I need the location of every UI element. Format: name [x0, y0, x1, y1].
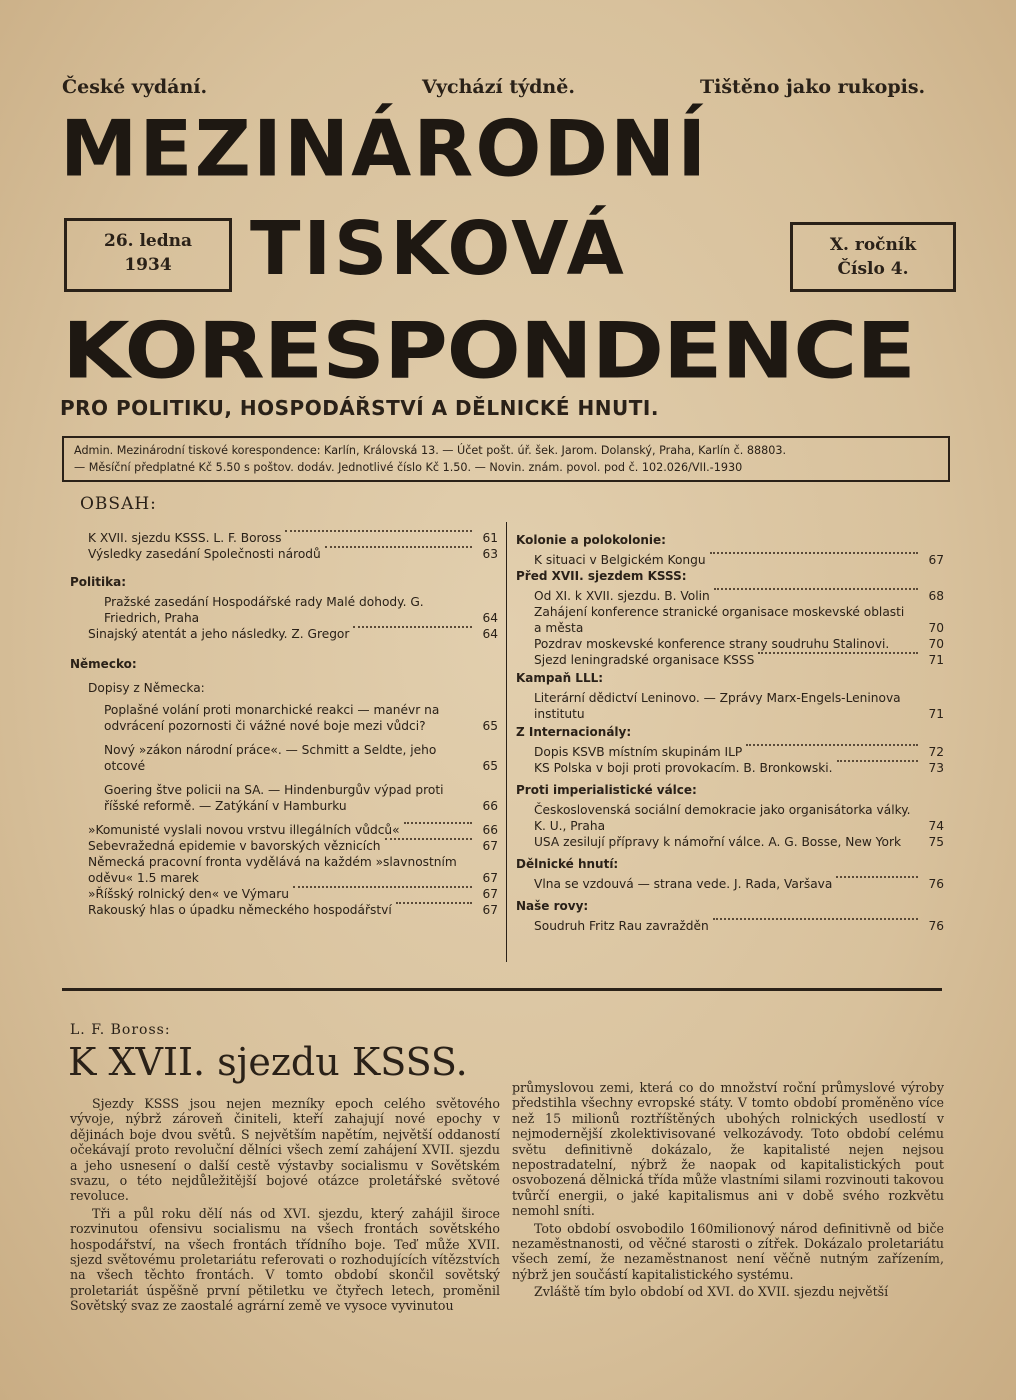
date-year: 1934 — [124, 255, 172, 275]
date-day: 26. ledna — [103, 231, 193, 251]
toc-entry[interactable]: Pražské zasedání Hospodářské rady Malé dohody. G. Friedrich, Praha 64 — [104, 595, 498, 625]
toc-entry[interactable]: USA zesilují přípravy k námořní válce. A. G. Bosse, New York 75 — [534, 835, 944, 849]
toc-section-heading: Z Internacionály: — [516, 725, 632, 739]
article-column-1 — [70, 1096, 500, 1314]
toc-entry[interactable]: »Komunisté vyslali novou vrstvu illegálních vůdců« 66 — [88, 823, 498, 837]
article-paragraph: Toto období osvobodilo 160milionový národ definitivně od biče nezaměstnanosti, od věčné starosti o zítřek. Dokázalo proletariátu všech zemí, že nezaměstnanost není věčně nutným zařízením, nýbrž jen součástí kapitalistického systému. — [512, 1220, 944, 1282]
toc-entry[interactable]: Zahájení konference stranické organisace moskevské oblasti a města 70 — [534, 605, 944, 635]
article-paragraph: Zvláště tím bylo období od XVI. do XVII. sjezdu největší — [534, 1284, 889, 1300]
toc-entry[interactable]: »Říšský rolnický den« ve Výmaru 67 — [88, 887, 498, 901]
toc-entry[interactable]: Literární dědictví Leninovo. — Zprávy Marx-Engels-Leninova institutu 71 — [534, 691, 944, 721]
admin-line-2: — Měsíční předplatné Kč 5.50 s poštov. dodáv. Jednotlivé číslo Kč 1.50. — Novin. znám. povol. pod č. 102.026/VII.-1930 — [74, 461, 743, 474]
issue-number: Číslo 4. — [837, 259, 909, 279]
admin-box — [62, 436, 950, 482]
volume-year: X. ročník — [829, 235, 917, 255]
toc-entry[interactable]: Sinajský atentát a jeho následky. Z. Gregor 64 — [88, 627, 498, 641]
toc-entry[interactable]: Dopis KSVB místním skupinám ILP 72 — [534, 745, 944, 759]
article-paragraph: Sjezdy KSSS jsou nejen mezníky epoch celého světového vývoje, nýbrž zároveň činiteli, kteří zahajují nové epochy v dějinách boje dvou světů. S největším napětím, největší oddaností očekávají proto revoluční dělníci všech zemí zahájení XVII. sjezdu a jeho usnesení o další cestě výstavby socialismu v Sovětském svazu, o této nejdůležitější bojové otázce proletářské světové revoluce. — [70, 1096, 500, 1204]
volume-box — [790, 222, 956, 292]
contents-right-column — [516, 532, 944, 934]
article-headline: K XVII. sjezdu KSSS. — [68, 1040, 468, 1084]
toc-entry[interactable]: Soudruh Fritz Rau zavražděn 76 — [534, 919, 944, 933]
toc-section-heading: Naše rovy: — [516, 899, 589, 913]
toc-entry[interactable]: Československá sociální demokracie jako organisátorka války. K. U., Praha 74 — [534, 803, 944, 833]
toc-section-heading: Před XVII. sjezdem KSSS: — [516, 569, 687, 583]
contents-column-divider — [506, 522, 507, 962]
toc-entry[interactable]: Nový »zákon národní práce«. — Schmitt a Seldte, jeho otcové 65 — [104, 743, 498, 773]
toc-entry[interactable]: Poplašné volání proti monarchické reakci — manévr na odvrácení pozornosti či vážné nové boje mezi vůdci? 65 — [104, 703, 498, 733]
print-note-label: Tištěno jako rukopis. — [700, 76, 926, 98]
masthead-line-1: MEZINÁRODNÍ — [60, 104, 709, 195]
date-box — [64, 218, 232, 292]
toc-entry[interactable]: Německá pracovní fronta vydělává na každém »slavnostním oděvu« 1.5 marek 67 — [88, 855, 498, 885]
toc-entry[interactable]: Sebevražedná epidemie v bavorských věznicích 67 — [88, 839, 498, 853]
toc-entry[interactable]: Sjezd leningradské organisace KSSS 71 — [534, 653, 944, 667]
article-paragraph: Tři a půl roku dělí nás od XVI. sjezdu, který zahájil široce rozvinutou ofensivu socialismu na všech frontách sovětského hospodářství, na všech frontách třídního boje. Teď může XVII. sjezd světovému proletariátu referovati o rozhodujících vítězstvích na všech těchto frontách. V tomto období skončil sovětský proletariát úspěšně první pětiletku ve čtyřech letech, proměnil Sovětský svaz ze zaostalé agrární země ve vysoce vyvinutou — [70, 1205, 500, 1314]
article-paragraph: průmyslovou zemi, která co do množství roční průmyslové výroby předstihla všechny evropské státy. V tomto období proměněno více než 15 milionů roztříštěných ubohých rolnických usedlostí v nejmodernější zkolektivisované velkozávody. Toto období celému světu definitivně dokázalo, že kapitalisté nejen nejsou nepostradatelní, nýbrž že naopak od kapitalistických pout osvobozená dělnická třída může vlastními silami rozvinouti takovou tvůrčí energii, o jaké kapitalismus ani v době svého rozkvětu nemohl sníti. — [512, 1080, 944, 1219]
admin-line-1: Admin. Mezinárodní tiskové korespondence: Karlín, Královská 13. — Účet pošt. úř. šek. Jarom. Dolanský, Praha, Karlín č. 88803. — [74, 444, 787, 457]
toc-section-heading: Německo: — [70, 657, 137, 671]
toc-entry[interactable]: Od XI. k XVII. sjezdu. B. Volin 68 — [534, 589, 944, 603]
edition-label: České vydání. — [62, 76, 208, 98]
masthead-line-2: TISKOVÁ — [250, 206, 627, 292]
toc-section-heading: Proti imperialistické válce: — [516, 783, 697, 797]
masthead-subtitle: PRO POLITIKU, HOSPODÁŘSTVÍ A DĚLNICKÉ HNUTI. — [60, 396, 659, 420]
section-divider — [62, 988, 942, 991]
article-column-2 — [512, 1080, 944, 1300]
toc-section-heading: Kampaň LLL: — [516, 671, 604, 685]
toc-entry[interactable]: K situaci v Belgickém Kongu 67 — [534, 553, 944, 567]
frequency-label: Vychází týdně. — [422, 76, 575, 98]
masthead-line-3: KORESPONDENCE — [62, 306, 915, 397]
contents-left-column — [70, 530, 498, 918]
toc-entry[interactable]: K XVII. sjezdu KSSS. L. F. Boross 61 — [88, 531, 498, 545]
toc-entry[interactable]: KS Polska v boji proti provokacím. B. Bronkowski. 73 — [534, 761, 944, 775]
toc-entry[interactable]: Goering štve policii na SA. — Hindenburgův výpad proti říšské reformě. — Zatýkání v Hamburku 66 — [104, 783, 498, 813]
toc-entry[interactable]: Výsledky zasedání Společnosti národů 63 — [88, 547, 498, 561]
article-byline: L. F. Boross: — [70, 1022, 171, 1038]
toc-subsection: Dopisy z Německa: — [88, 681, 205, 695]
toc-section-heading: Politika: — [70, 575, 126, 589]
toc-entry[interactable]: Rakouský hlas o úpadku německého hospodářství 67 — [88, 903, 498, 917]
contents-title: OBSAH: — [80, 494, 157, 514]
toc-section-heading: Kolonie a polokolonie: — [516, 533, 666, 547]
toc-entry[interactable]: Vlna se vzdouvá — strana vede. J. Rada, Varšava 76 — [534, 877, 944, 891]
toc-section-heading: Dělnické hnutí: — [516, 857, 619, 871]
toc-entry[interactable]: Pozdrav moskevské konference strany soudruhu Stalinovi. 70 — [534, 637, 944, 651]
